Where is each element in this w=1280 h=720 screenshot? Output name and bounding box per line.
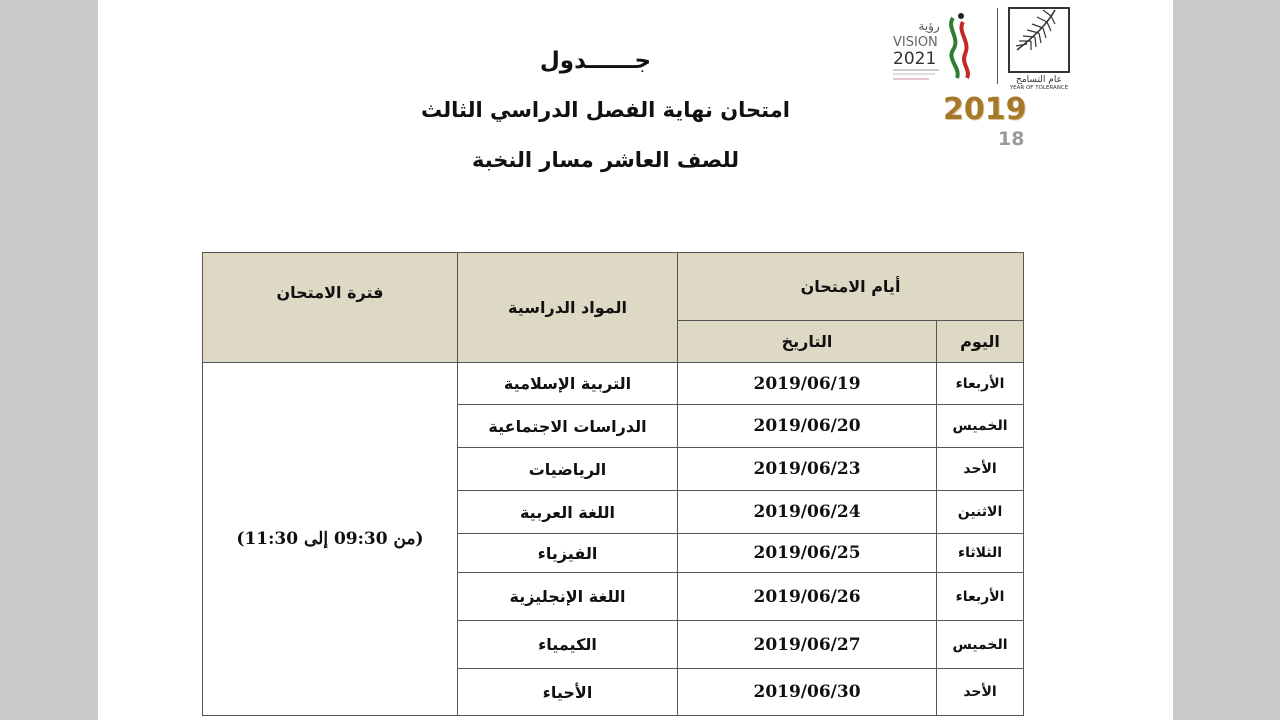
document-page [98,0,1173,720]
cell-day: الخميس [937,621,1024,669]
table-row [203,363,1024,405]
year-2019-label: 2019 [943,92,1027,127]
grade-line: للصف العاشر مسار النخبة [471,148,740,172]
svg-text:رؤية: رؤية [918,19,940,33]
cell-day: الأربعاء [937,363,1024,405]
cell-date: 2019/06/23 [678,448,937,491]
exam-schedule-table [202,252,1024,716]
svg-text:2021: 2021 [893,49,937,69]
cell-subject: الأحياء [458,669,678,716]
cell-subject: الدراسات الاجتماعية [458,405,678,448]
year-sub-label: 18 [998,128,1025,150]
cell-subject: الفيزياء [458,534,678,573]
cell-subject: اللغة العربية [458,491,678,534]
header-period: فترة الامتحان [203,253,458,363]
svg-text:VISION: VISION [893,35,938,50]
exam-subtitle: امتحان نهاية الفصل الدراسي الثالث [421,98,790,122]
cell-date: 2019/06/26 [678,573,937,621]
cell-day: الخميس [937,405,1024,448]
cell-exam-period: (من 09:30 إلى 11:30) [203,363,458,716]
svg-text:YEAR OF TOLERANCE: YEAR OF TOLERANCE [1009,85,1069,90]
page-title: جــــــدول [539,48,652,74]
header-day: اليوم [937,321,1024,363]
cell-subject: التربية الإسلامية [458,363,678,405]
cell-subject: اللغة الإنجليزية [458,573,678,621]
cell-date: 2019/06/20 [678,405,937,448]
cell-date: 2019/06/19 [678,363,937,405]
cell-day: الأحد [937,669,1024,716]
cell-day: الأحد [937,448,1024,491]
cell-day: الأربعاء [937,573,1024,621]
header-date: التاريخ [678,321,937,363]
cell-date: 2019/06/24 [678,491,937,534]
cell-subject: الكيمياء [458,621,678,669]
cell-date: 2019/06/30 [678,669,937,716]
header-subjects: المواد الدراسية [458,253,678,363]
cell-day: الثلاثاء [937,534,1024,573]
cell-day: الاثنين [937,491,1024,534]
svg-text:عام التسامح: عام التسامح [1016,75,1062,85]
header-exam-days: أيام الامتحان [678,253,1024,321]
cell-subject: الرياضيات [458,448,678,491]
cell-date: 2019/06/25 [678,534,937,573]
cell-date: 2019/06/27 [678,621,937,669]
